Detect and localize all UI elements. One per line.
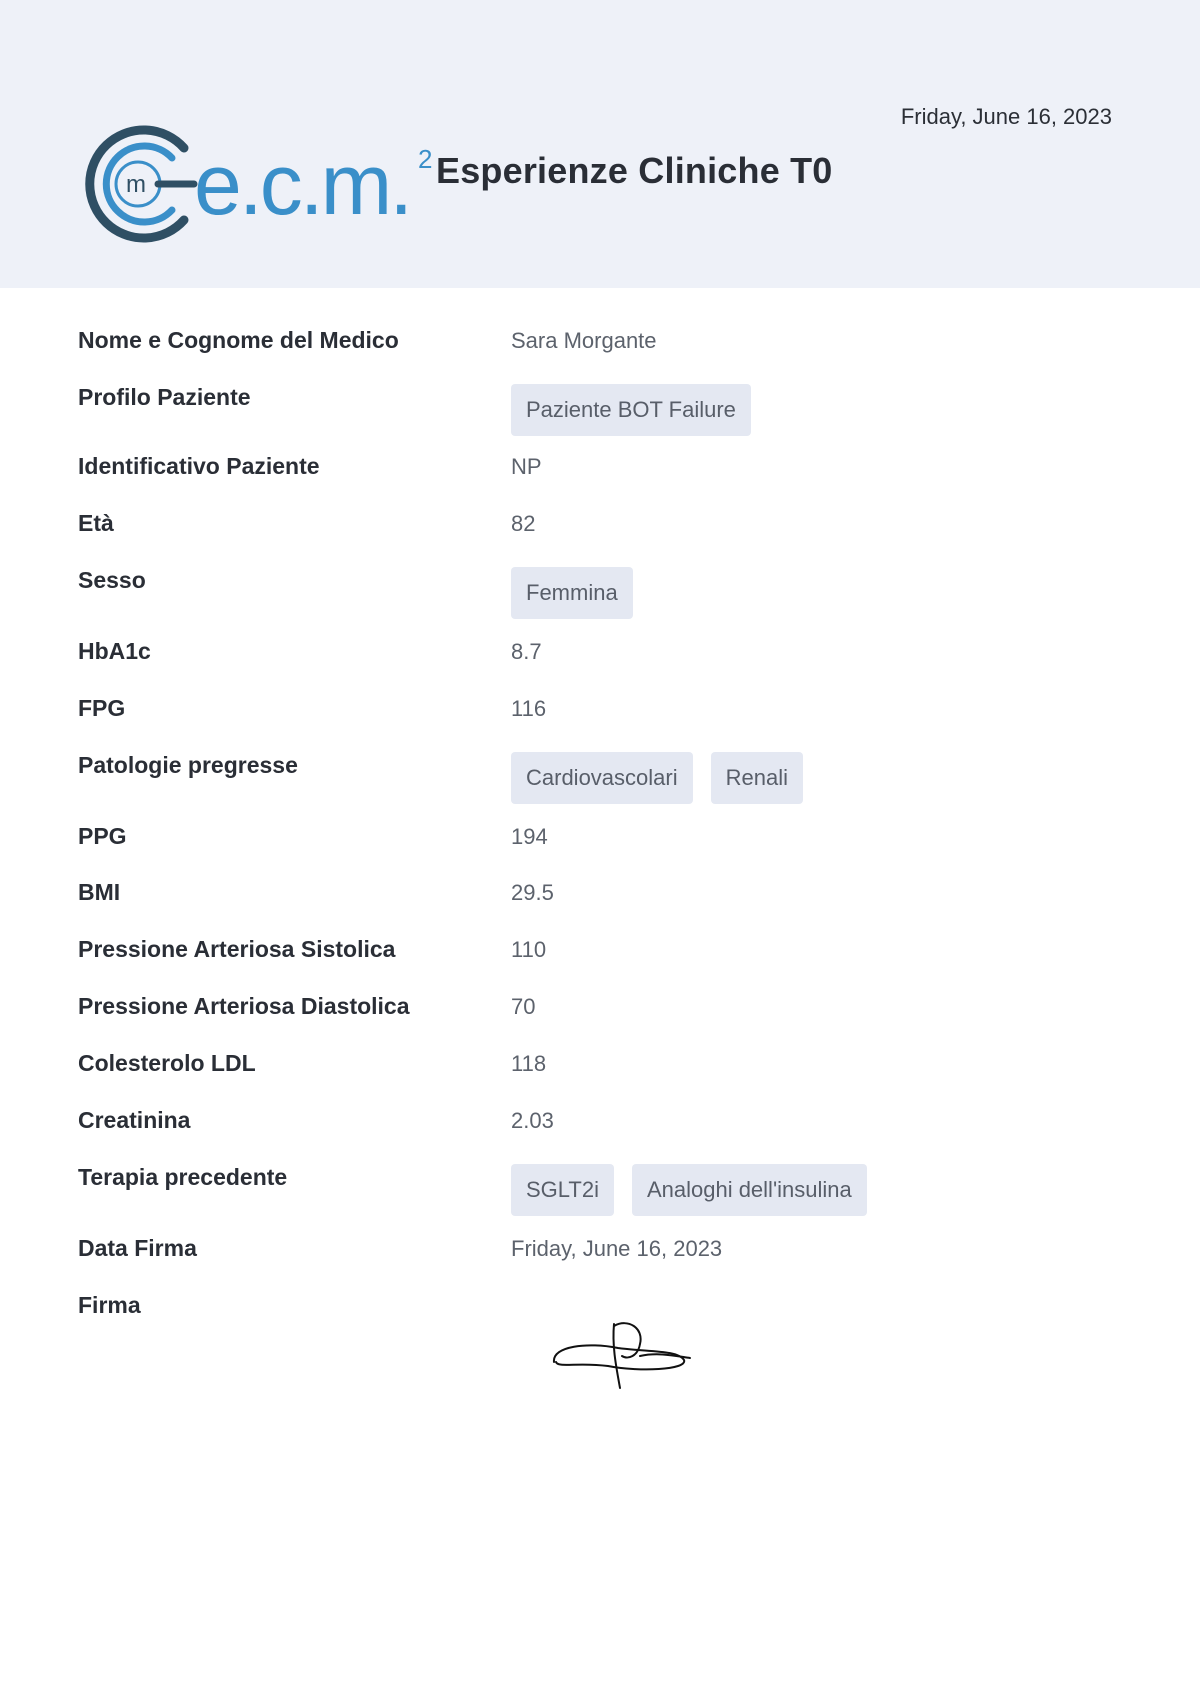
field-value: 118 — [511, 1051, 547, 1076]
chip-group — [511, 752, 803, 804]
field-label: Età — [78, 510, 114, 536]
logo-inner-letter: m — [126, 171, 146, 198]
chip: Renali — [711, 752, 803, 804]
logo-superscript: 2 — [418, 144, 433, 174]
chip: Analoghi dell'insulina — [632, 1164, 867, 1216]
field-label: BMI — [78, 879, 121, 905]
field-label: Pressione Arteriosa Diastolica — [78, 993, 410, 1019]
ecm-logo — [76, 118, 431, 250]
signature-image — [548, 1316, 698, 1396]
field-value: Sara Morgante — [511, 328, 657, 353]
field-label: Creatinina — [78, 1107, 191, 1133]
document-title: Esperienze Cliniche T0 — [436, 150, 833, 191]
chip-group — [511, 384, 751, 436]
header-date: Friday, June 16, 2023 — [900, 104, 1112, 129]
field-label: Patologie pregresse — [78, 752, 298, 778]
field-label: Profilo Paziente — [78, 384, 251, 410]
chip-group — [511, 1164, 867, 1216]
field-label: HbA1c — [78, 638, 151, 664]
field-value: 116 — [511, 696, 547, 721]
field-label: Terapia precedente — [78, 1164, 288, 1190]
field-label: Colesterolo LDL — [78, 1050, 256, 1076]
field-value: 194 — [511, 824, 548, 849]
field-label: FPG — [78, 695, 126, 721]
field-label: Identificativo Paziente — [78, 453, 320, 479]
logo-text: e.c.m. — [194, 137, 411, 233]
chip: Cardiovascolari — [511, 752, 693, 804]
field-value: 29.5 — [511, 880, 554, 905]
field-label: Data Firma — [78, 1235, 197, 1261]
field-value: Friday, June 16, 2023 — [511, 1236, 723, 1261]
field-label: Nome e Cognome del Medico — [78, 327, 399, 353]
field-value: NP — [511, 454, 542, 479]
field-label: Firma — [78, 1292, 141, 1318]
chip: Paziente BOT Failure — [511, 384, 751, 436]
chip: SGLT2i — [511, 1164, 614, 1216]
field-label: Pressione Arteriosa Sistolica — [78, 936, 396, 962]
field-value: 8.7 — [511, 639, 542, 664]
chip: Femmina — [511, 567, 633, 619]
field-label: Sesso — [78, 567, 146, 593]
field-value: 2.03 — [511, 1108, 554, 1133]
field-value: 110 — [511, 937, 547, 962]
field-value: 82 — [511, 511, 536, 536]
document-header — [0, 0, 1200, 288]
chip-group — [511, 567, 633, 619]
field-label: PPG — [78, 823, 127, 849]
field-value: 70 — [511, 994, 536, 1019]
